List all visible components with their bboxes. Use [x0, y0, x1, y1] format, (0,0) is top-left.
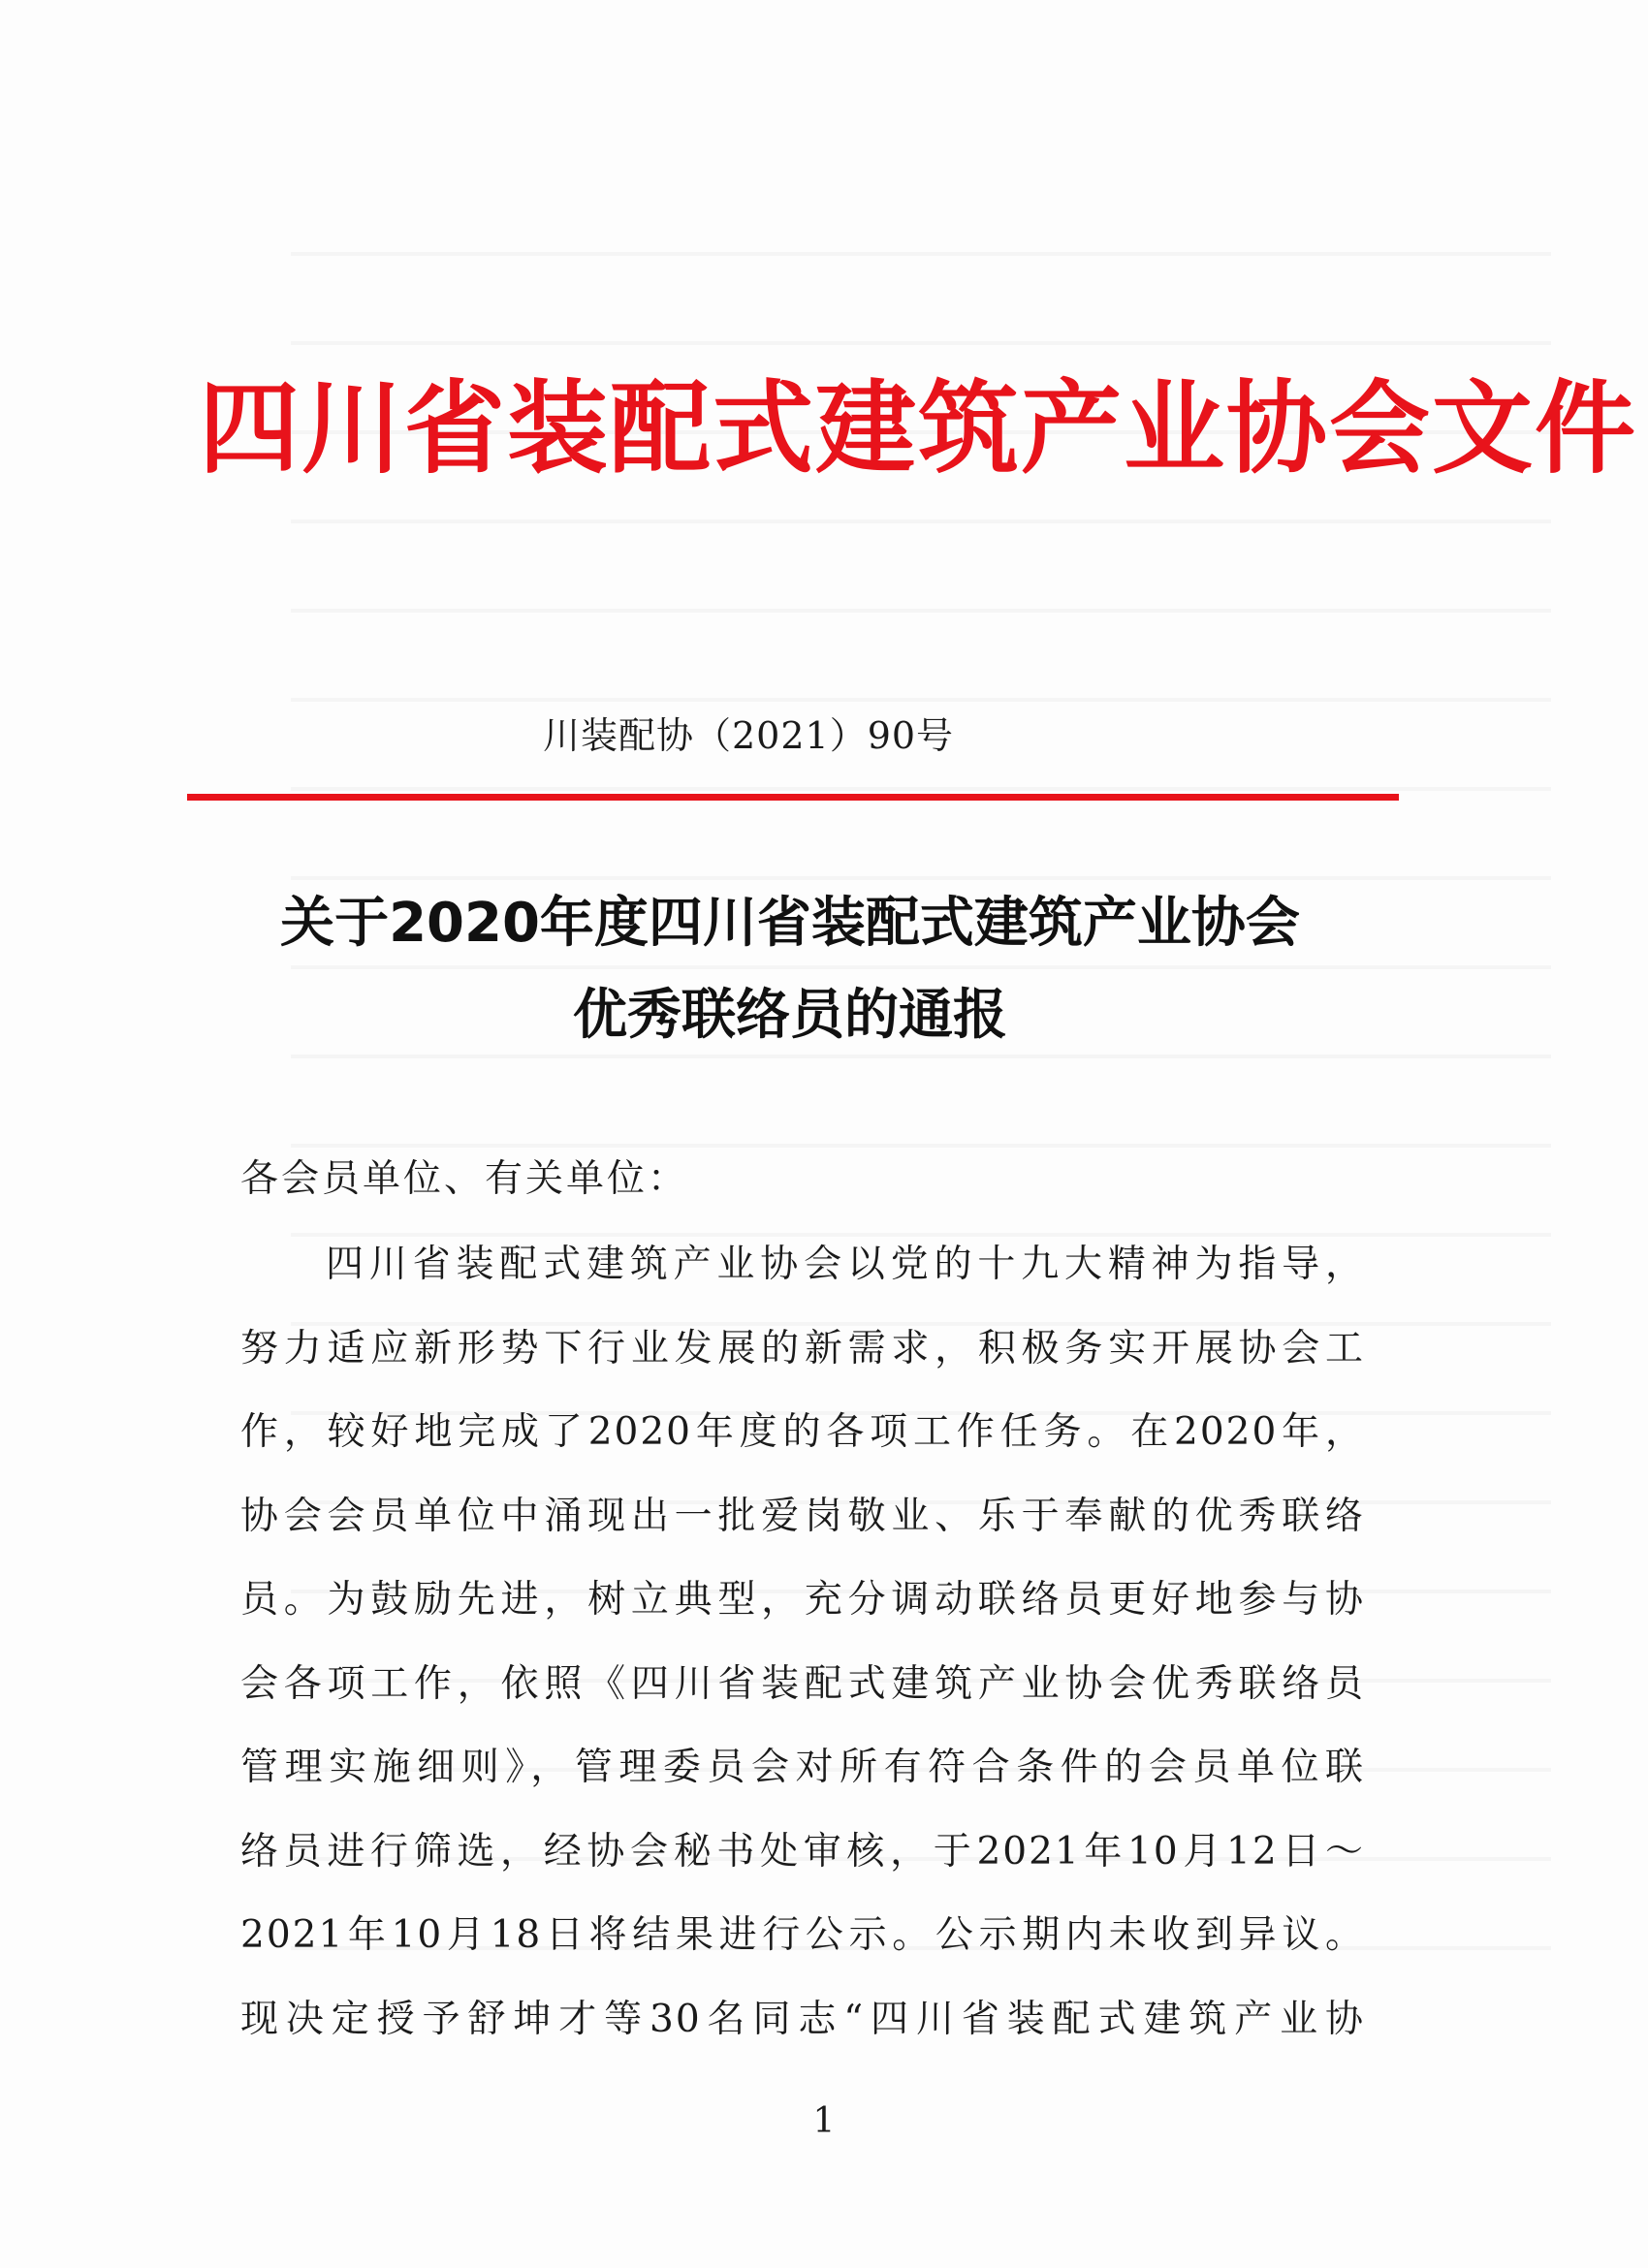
document-number: 川装配协（2021）90号 [543, 714, 955, 757]
salutation: 各会员单位、有关单位： [240, 1157, 689, 1201]
body-line: 作，较好地完成了2020年度的各项工作任务。在2020年， [240, 1410, 1365, 1454]
notice-title-line-2: 优秀联络员的通报 [573, 984, 1007, 1047]
body-line: 管理实施细则》，管理委员会对所有符合条件的会员单位联 [240, 1746, 1365, 1789]
notice-title [194, 877, 1386, 1061]
body-line: 努力适应新形势下行业发展的新需求，积极务实开展协会工 [240, 1326, 1365, 1370]
org-document-header: 四川省装配式建筑产业协会文件 [199, 369, 1638, 488]
body-line: 员。为鼓励先进，树立典型，充分调动联络员更好地参与协 [240, 1578, 1365, 1622]
notice-title-line-1: 关于2020年度四川省装配式建筑产业协会 [280, 892, 1300, 955]
red-divider-rule [187, 794, 1399, 801]
body-line: 现决定授予舒坤才等30名同志“四川省装配式建筑产业协 [240, 1997, 1365, 2041]
page-number: 1 [812, 2101, 836, 2141]
body-text [240, 1223, 1365, 2062]
body-line: 会各项工作，依照《四川省装配式建筑产业协会优秀联络员 [240, 1661, 1365, 1706]
body-line: 络员进行筛选，经协会秘书处审核，于2021年10月12日～ [240, 1829, 1365, 1874]
body-line: 四川省装配式建筑产业协会以党的十九大精神为指导， [326, 1243, 1365, 1286]
body-line: 2021年10月18日将结果进行公示。公示期内未收到异议。 [240, 1913, 1365, 1957]
body-line: 协会会员单位中涌现出一批爱岗敬业、乐于奉献的优秀联络 [240, 1494, 1365, 1538]
